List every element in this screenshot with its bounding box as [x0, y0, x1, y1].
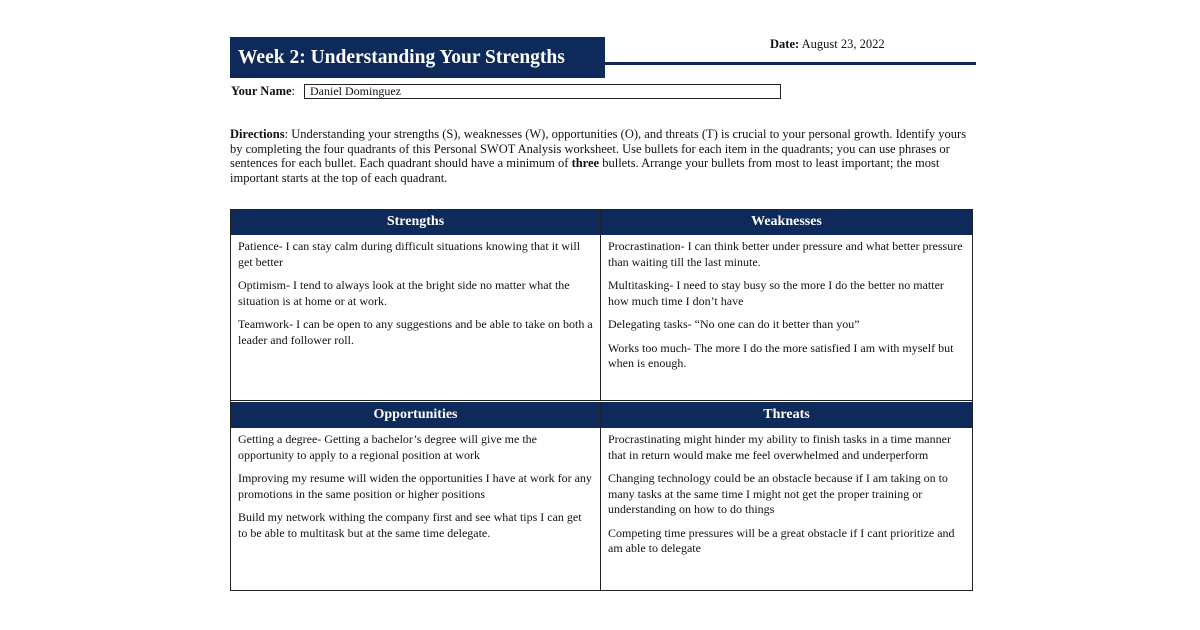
list-item: Procrastination- I can think better under pressure and what better pressure than waiting till the last minute.: [608, 239, 963, 269]
list-item: Works too much- The more I do the more satisfied I am with myself but when is enough.: [608, 340, 954, 370]
threats-heading: Threats: [601, 402, 972, 428]
list-item: Procrastinating might hinder my ability to finish tasks in a time manner that in return would make me feel overwhelmed and underperform: [608, 432, 951, 462]
list-item: Changing technology could be an obstacle because if I am taking on to many tasks at the same time I might not get the proper training or understanding on how to do things: [608, 471, 948, 516]
name-field[interactable]: Daniel Dominguez: [304, 84, 781, 99]
list-item: Competing time pressures will be a great obstacle if I cant prioritize and am able to delegate: [608, 525, 955, 555]
opportunities-quadrant: [231, 402, 601, 590]
list-item: Delegating tasks- “No one can do it better than you”: [608, 317, 860, 331]
list-item: Getting a degree- Getting a bachelor’s degree will give me the opportunity to apply to a regional position at work: [238, 432, 537, 462]
date-label: Date:: [770, 37, 800, 51]
threats-quadrant: [601, 402, 972, 590]
name-label: Your Name: [231, 84, 292, 98]
title-underline: [605, 62, 976, 65]
strengths-heading: Strengths: [231, 210, 600, 235]
weaknesses-quadrant: [601, 210, 972, 401]
directions-text-1: : Understanding your strengths (S), weaknesses (W), opportunities (O), and threats (T) is crucial to your personal growth. Identify yours by completing the four quadrants of this Personal SWOT Analysis worksheet. Use bullets for each item in the quadrants; you can use phrases or sentences for each bullet. Each quadrant should have a minimum of: [230, 127, 967, 170]
list-item: Multitasking- I need to stay busy so the more I do the better no matter how much time I don’t have: [608, 278, 944, 308]
weaknesses-heading: Weaknesses: [601, 210, 972, 235]
swot-grid: [230, 209, 973, 591]
quadrant-divider: [231, 400, 972, 401]
strengths-quadrant: [231, 210, 601, 401]
weaknesses-body[interactable]: [601, 235, 972, 372]
list-item: Teamwork- I can be open to any suggestions and be able to take on both a leader and follower roll.: [238, 317, 593, 347]
list-item: Improving my resume will widen the opportunities I have at work for any promotions in the same position or higher positions: [238, 471, 592, 501]
name-label-wrap: Your Name:: [231, 84, 296, 98]
opportunities-heading: Opportunities: [231, 402, 600, 428]
list-item: Optimism- I tend to always look at the bright side no matter what the situation is at home or at work.: [238, 278, 570, 308]
directions-paragraph: [230, 127, 970, 185]
list-item: Build my network withing the company first and see what tips I can get to be able to multitask but at the same time delegate.: [238, 510, 582, 540]
directions-bold-word: three: [571, 156, 600, 170]
opportunities-body[interactable]: [231, 428, 600, 541]
directions-label: Directions: [230, 127, 285, 141]
strengths-body[interactable]: [231, 235, 600, 348]
list-item: Patience- I can stay calm during difficult situations knowing that it will get better: [238, 239, 581, 269]
directions-text-2: bullets. Arrange your bullets from most to least important; the most important starts at the top of each quadrant.: [230, 156, 940, 185]
date-line: [770, 37, 885, 52]
date-value: August 23, 2022: [801, 37, 885, 51]
page-title: Week 2: Understanding Your Strengths: [230, 37, 605, 78]
threats-body[interactable]: [601, 428, 972, 557]
